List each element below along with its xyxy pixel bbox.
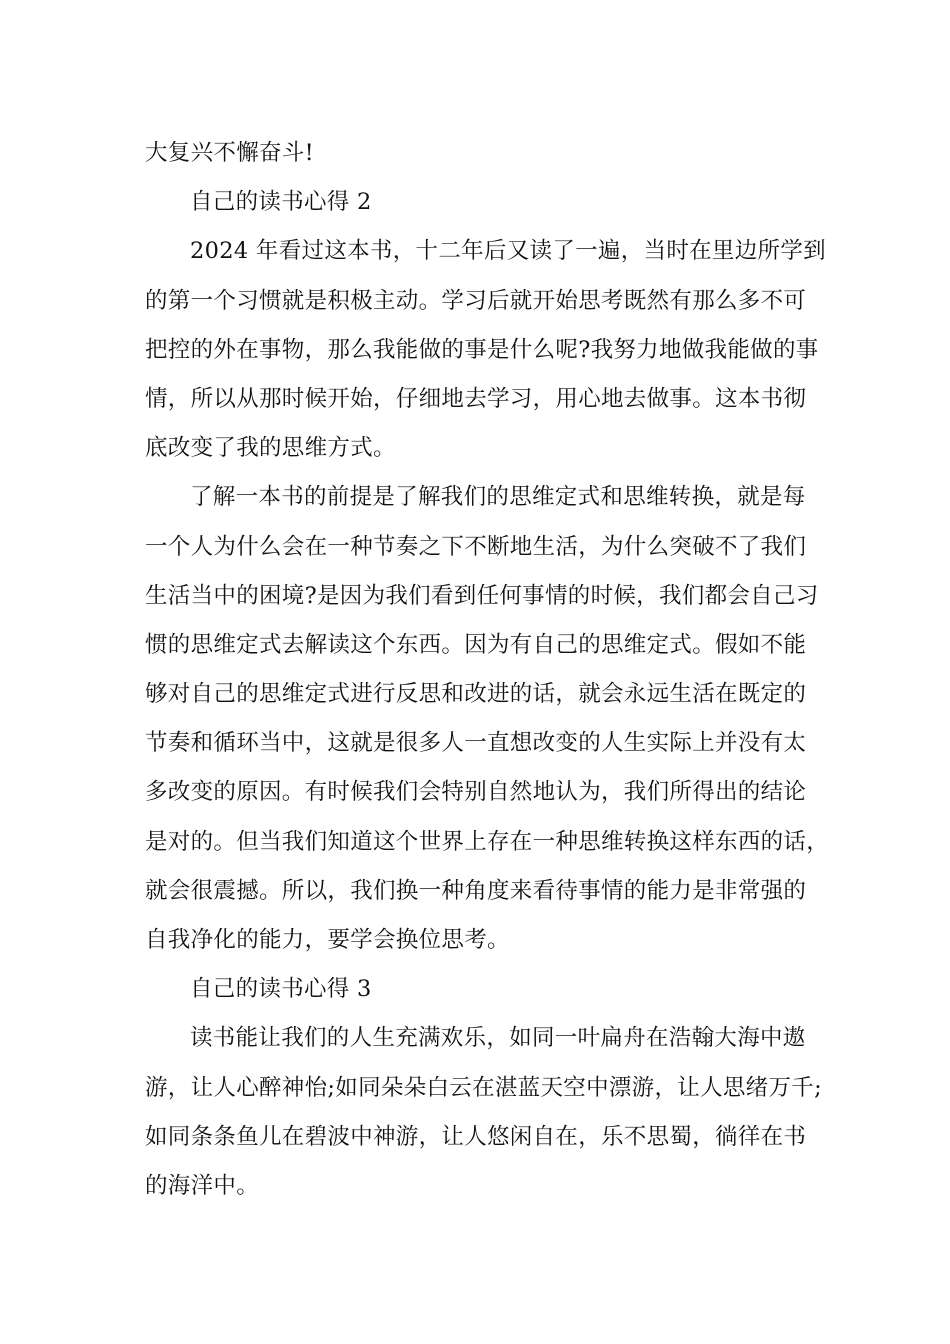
text-line: 把控的外在事物，那么我能做的事是什么呢?我努力地做我能做的事 bbox=[145, 336, 819, 363]
text-line: 2024 年看过这本书，十二年后又读了一遍，当时在里边所学到 bbox=[190, 238, 826, 265]
text-line: 如同条条鱼儿在碧波中神游，让人悠闲自在，乐不思蜀，徜徉在书 bbox=[145, 1123, 807, 1150]
text-line: 自己的读书心得 3 bbox=[190, 976, 372, 1003]
text-line: 读书能让我们的人生充满欢乐，如同一叶扁舟在浩翰大海中遨 bbox=[190, 1025, 806, 1052]
text-line: 惯的思维定式去解读这个东西。因为有自己的思维定式。假如不能 bbox=[145, 631, 807, 658]
document-body bbox=[145, 129, 830, 1211]
text-line: 自我净化的能力，要学会换位思考。 bbox=[145, 927, 510, 953]
text-line: 一个人为什么会在一种节奏之下不断地生活，为什么突破不了我们 bbox=[145, 533, 807, 560]
text-line: 自己的读书心得 2 bbox=[190, 189, 372, 216]
text-line: 的第一个习惯就是积极主动。学习后就开始思考既然有那么多不可 bbox=[145, 287, 807, 314]
text-line: 生活当中的困境?是因为我们看到任何事情的时候，我们都会自己习 bbox=[145, 582, 819, 609]
text-line: 底改变了我的思维方式。 bbox=[145, 435, 396, 462]
text-line: 大复兴不懈奋斗! bbox=[145, 140, 314, 166]
text-line: 多改变的原因。有时候我们会特别自然地认为，我们所得出的结论 bbox=[145, 779, 807, 806]
text-line: 节奏和循环当中，这就是很多人一直想改变的人生实际上并没有太 bbox=[145, 730, 807, 757]
text-line: 是对的。但当我们知道这个世界上存在一种思维转换这样东西的话， bbox=[145, 828, 830, 855]
text-line: 情，所以从那时候开始，仔细地去学习，用心地去做事。这本书彻 bbox=[145, 385, 807, 412]
text-line: 就会很震撼。所以，我们换一种角度来看待事情的能力是非常强的 bbox=[145, 877, 807, 904]
text-line: 了解一本书的前提是了解我们的思维定式和思维转换，就是每 bbox=[190, 484, 806, 511]
text-line: 游，让人心醉神怡;如同朵朵白云在湛蓝天空中漂游，让人思绪万千; bbox=[145, 1074, 822, 1101]
text-line: 的海洋中。 bbox=[145, 1172, 260, 1199]
text-line: 够对自己的思维定式进行反思和改进的话，就会永远生活在既定的 bbox=[145, 681, 807, 708]
